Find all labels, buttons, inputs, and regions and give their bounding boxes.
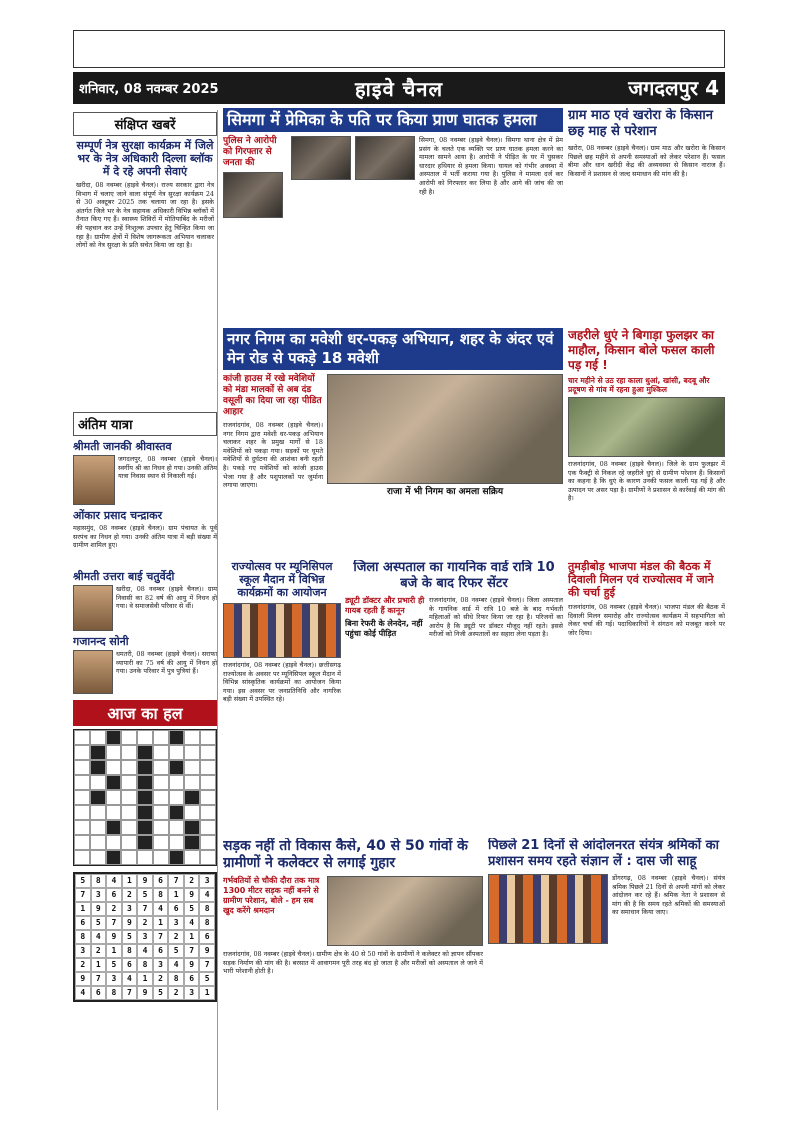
obit-body-3: खरीदा, 08 नवम्बर (हाइवे चैनल)। ग्राम निवासी का 82 वर्ष की आयु में निधन हो गया। वे समाजसेवी परिवार से थीं। bbox=[116, 585, 217, 611]
crossword-cell bbox=[200, 775, 216, 790]
crossword-cell bbox=[200, 790, 216, 805]
crossword-cell bbox=[200, 805, 216, 820]
crossword-cell bbox=[153, 730, 169, 745]
crossword-cell bbox=[169, 745, 185, 760]
story-fulzar-body: राजनांदगांव, 08 नवम्बर (हाइवे चैनल)। जिले के ग्राम फुलझर में एक फैक्ट्री से निकल रहे जहरीले धुएं से ग्रामीण परेशान हैं। किसानों का कहना है कि धुएं के कारण उनकी फसल काली पड़ गई है और उत्पादन पर असर पड़ा है। ग्रामीणों ने प्रशासन से कार्रवाई की मांग की है। bbox=[568, 460, 725, 503]
sudoku-cell: 5 bbox=[75, 874, 91, 888]
story-simga bbox=[223, 108, 563, 358]
sudoku-cell: 3 bbox=[168, 916, 184, 930]
obit-photo-4 bbox=[73, 650, 113, 694]
crossword-cell bbox=[137, 820, 153, 835]
sudoku-cell: 7 bbox=[122, 986, 138, 1000]
sudoku-cell: 3 bbox=[199, 874, 215, 888]
crossword-cell bbox=[121, 835, 137, 850]
sudoku-cell: 5 bbox=[106, 958, 122, 972]
crossword-cell bbox=[137, 775, 153, 790]
crossword-cell bbox=[169, 775, 185, 790]
sudoku-cell: 1 bbox=[91, 958, 107, 972]
obit-body-1: जगदलपुर, 08 नवम्बर (हाइवे चैनल)। स्वर्गीय श्री का निधन हो गया। उनकी अंतिम यात्रा निवास स्थान से निकाली गई। bbox=[118, 455, 217, 481]
story-bjp-headline: तुमड़ीबोड़ भाजपा मंडल की बैठक में दिवाली मिलन एवं राज्योत्सव में जाने की चर्चा हुई bbox=[568, 560, 714, 599]
sudoku-cell: 8 bbox=[168, 972, 184, 986]
crossword-cell bbox=[153, 850, 169, 865]
story-cattle-caption: राजा में भी निगम का अमला सक्रिय bbox=[386, 487, 504, 497]
crossword-cell bbox=[200, 850, 216, 865]
crossword-cell bbox=[74, 790, 90, 805]
sudoku-cell: 9 bbox=[75, 972, 91, 986]
sudoku-cell: 6 bbox=[199, 930, 215, 944]
story-simga-photo-1 bbox=[223, 172, 283, 218]
story-road-photo bbox=[327, 876, 483, 946]
crossword-cell bbox=[106, 730, 122, 745]
crossword-cell bbox=[184, 730, 200, 745]
story-rajyotsav bbox=[223, 560, 341, 830]
crossword-cell bbox=[106, 790, 122, 805]
story-kharora-body: खरोरा, 08 नवम्बर (हाइवे चैनल)। ग्राम माठ और खरोरा के किसान पिछले छह महीने से अपनी समस्याओं को लेकर परेशान हैं। फसल बीमा और धान खरीदी केंद्र की अव्यवस्था से किसान नाराज हैं। किसानों ने प्रशासन से जल्द समाधान की मांग की है। bbox=[568, 144, 725, 178]
sudoku-cell: 5 bbox=[153, 986, 169, 1000]
sudoku-cell: 1 bbox=[75, 902, 91, 916]
sudoku-cell: 3 bbox=[122, 902, 138, 916]
crossword-cell bbox=[153, 790, 169, 805]
story-workers-body: डोंगरगढ़, 08 नवम्बर (हाइवे चैनल)। संयंत्र श्रमिक पिछले 21 दिनों से अपनी मांगों को लेकर आंदोलन कर रहे हैं। श्रमिक नेता ने प्रशासन से मांग की है कि समय रहते श्रमिकों की समस्याओं का समाधान किया जाए। bbox=[612, 874, 725, 917]
story-cattle-subhead: कांजी हाउस में रखे मवेशियों को मंडा मालकों से अब दंड वसूली का दिया जा रहा पीडित आहार bbox=[223, 374, 322, 417]
story-workers bbox=[488, 838, 725, 1113]
city-page: जगदलपुर 4 bbox=[628, 76, 719, 100]
crossword-cell bbox=[90, 745, 106, 760]
crossword-cell bbox=[153, 760, 169, 775]
crossword-cell bbox=[90, 805, 106, 820]
sudoku-cell: 2 bbox=[75, 958, 91, 972]
sudoku-cell: 1 bbox=[184, 930, 200, 944]
story-kharora bbox=[568, 108, 725, 323]
sudoku-cell: 1 bbox=[199, 986, 215, 1000]
story-simga-subhead: पुलिस ने आरोपी को गिरफ्तार से जनता की bbox=[223, 136, 277, 168]
sudoku-cell: 2 bbox=[122, 888, 138, 902]
crossword-cell bbox=[106, 835, 122, 850]
sudoku-cell: 5 bbox=[137, 888, 153, 902]
crossword-cell bbox=[137, 760, 153, 775]
sudoku-cell: 1 bbox=[137, 972, 153, 986]
sudoku-cell: 7 bbox=[106, 916, 122, 930]
top-strip bbox=[73, 30, 725, 68]
sudoku-cell: 7 bbox=[168, 874, 184, 888]
story-bjp-body: राजनांदगांव, 08 नवम्बर (हाइवे चैनल)। भाजपा मंडल की बैठक में दिवाली मिलन समारोह और राज्योत्सव कार्यक्रम में सहभागिता को लेकर चर्चा की गई। पदाधिकारियों ने संगठन को मजबूत करने पर जोर दिया। bbox=[568, 603, 725, 637]
sudoku-cell: 6 bbox=[153, 944, 169, 958]
sudoku-cell: 8 bbox=[199, 916, 215, 930]
story-simga-body: सिमगा, 08 नवम्बर (हाइवे चैनल)। सिमगा थाना क्षेत्र में प्रेम प्रसंग के चलते एक व्यक्ति पर प्राण घातक हमला करने का मामला सामने आया है। आरोपी ने पीड़ित के घर में घुसकर धारदार हथियार से हमला किया। घायल को गंभीर अवस्था में अस्पताल में भर्ती कराया गया है। पुलिस ने मामला दर्ज कर आरोपी को गिरफ्तार कर लिया है और आगे की जांच की जा रही है। bbox=[419, 136, 563, 196]
sudoku-cell: 7 bbox=[199, 958, 215, 972]
crossword-cell bbox=[106, 850, 122, 865]
sudoku-cell: 6 bbox=[184, 972, 200, 986]
obit-name-1: श्रीमती जानकी श्रीवास्तव bbox=[73, 440, 172, 453]
crossword-cell bbox=[90, 820, 106, 835]
sudoku-cell: 5 bbox=[168, 944, 184, 958]
story-cattle bbox=[223, 328, 563, 556]
crossword-cell bbox=[184, 805, 200, 820]
sudoku-cell: 7 bbox=[91, 972, 107, 986]
sudoku-cell: 4 bbox=[199, 888, 215, 902]
story-workers-photo bbox=[488, 874, 608, 944]
crossword-grid bbox=[73, 729, 217, 866]
sudoku-cell: 3 bbox=[106, 972, 122, 986]
crossword-cell bbox=[200, 730, 216, 745]
brief-body: खरीदा, 08 नवम्बर (हाइवे चैनल)। राज्य सरकार द्वारा नेत्र विभाग में चलाए जाने वाला संपूर्ण नेत्र सुरक्षा कार्यक्रम 24 से 30 अक्टूबर 2025 तक चलाया जा रहा है। इसके अंतर्गत जिले भर के नेत्र सहायक अधिकारी विभिन्न ब्लॉकों में तैनात किए गए हैं। स्वास्थ्य शिविरों में मोतियाबिंद के मरीजों की पहचान कर उन्हें निःशुल्क उपचार हेतु चिन्हित किया जा रहा है। ग्रामीण क्षेत्रों में विशेष जागरूकता अभियान चलाकर लोगों को नेत्र सुरक्षा के प्रति सचेत किया जा रहा है। bbox=[76, 181, 214, 250]
sudoku-cell: 9 bbox=[199, 944, 215, 958]
story-road-body: राजनांदगांव, 08 नवम्बर (हाइवे चैनल)। ग्रामीण क्षेत्र के 40 से 50 गांवों के ग्रामीणों ने कलेक्टर को ज्ञापन सौंपकर सड़क निर्माण की मांग की है। बरसात में आवागमन पूरी तरह बंद हो जाता है और मरीजों को अस्पताल ले जाने में भारी परेशानी होती है। bbox=[223, 950, 483, 976]
crossword-cell bbox=[121, 820, 137, 835]
crossword-cell bbox=[184, 835, 200, 850]
story-rajyotsav-body: राजनांदगांव, 08 नवम्बर (हाइवे चैनल)। छत्तीसगढ़ राज्योत्सव के अवसर पर म्यूनिसिपल स्कूल मैदान में विभिन्न सांस्कृतिक कार्यक्रमों का आयोजन किया गया। इस अवसर पर जनप्रतिनिधि और नागरिक बड़ी संख्या में उपस्थित रहे। bbox=[223, 661, 341, 704]
sudoku-cell: 2 bbox=[153, 972, 169, 986]
sudoku-cell: 4 bbox=[75, 986, 91, 1000]
story-fulzar-headline: जहरीले धुएं ने बिगाड़ा फुलझर का माहौल, किसान बोले फसल काली पड़ गई ! bbox=[568, 328, 715, 372]
story-simga-photo-2 bbox=[291, 136, 351, 180]
sudoku-cell: 2 bbox=[137, 916, 153, 930]
sudoku-cell: 3 bbox=[153, 958, 169, 972]
crossword-cell bbox=[184, 760, 200, 775]
obit-name-3: श्रीमती उत्तरा बाई चतुर्वेदी bbox=[73, 570, 175, 583]
sudoku-cell: 7 bbox=[153, 930, 169, 944]
story-road-headline: सड़क नहीं तो विकास कैसे, 40 से 50 गांवों के ग्रामीणों ने कलेक्टर से लगाई गुहार bbox=[223, 838, 468, 871]
crossword-cell bbox=[106, 820, 122, 835]
sudoku-cell: 1 bbox=[122, 874, 138, 888]
crossword-cell bbox=[153, 820, 169, 835]
crossword-cell bbox=[74, 775, 90, 790]
crossword-cell bbox=[169, 820, 185, 835]
sudoku-cell: 4 bbox=[137, 944, 153, 958]
story-bjp bbox=[568, 560, 725, 830]
story-hospital-subhead: ड्यूटी डॉक्टर और प्रभारी ही गायब रहती हैं कानून bbox=[345, 596, 425, 615]
story-fulzar-photo bbox=[568, 397, 725, 457]
crossword-cell bbox=[74, 745, 90, 760]
crossword-cell bbox=[90, 760, 106, 775]
story-workers-headline: पिछले 21 दिनों से आंदोलनरत संयंत्र श्रमिकों का प्रशासन समय रहते संज्ञान लें : दास जी साहू bbox=[488, 838, 719, 869]
sudoku-cell: 4 bbox=[91, 930, 107, 944]
sudoku-cell: 6 bbox=[122, 958, 138, 972]
sudoku-cell: 6 bbox=[168, 902, 184, 916]
sudoku-cell: 9 bbox=[106, 930, 122, 944]
crossword-cell bbox=[90, 730, 106, 745]
sudoku-cell: 4 bbox=[184, 916, 200, 930]
crossword-cell bbox=[121, 730, 137, 745]
crossword-cell bbox=[121, 775, 137, 790]
obit-body-2: महासमुंद, 08 नवम्बर (हाइवे चैनल)। ग्राम पंचायत के पूर्व सरपंच का निधन हो गया। उनकी अंतिम यात्रा में बड़ी संख्या में ग्रामीण शामिल हुए। bbox=[73, 524, 217, 550]
obit-name-4: गजानन्द सोनी bbox=[73, 635, 129, 648]
obit-body-4: धमतरी, 08 नवम्बर (हाइवे चैनल)। सराफा व्यापारी का 75 वर्ष की आयु में निधन हो गया। उनके परिवार में पुत्र पुत्रियां हैं। bbox=[116, 650, 217, 676]
story-hospital-headline: जिला अस्पताल का गायनिक वार्ड रात्रि 10 बजे के बाद रिफर सेंटर bbox=[353, 560, 555, 591]
crossword-cell bbox=[169, 805, 185, 820]
crossword-cell bbox=[106, 760, 122, 775]
crossword-cell bbox=[169, 760, 185, 775]
sudoku-cell: 9 bbox=[137, 874, 153, 888]
crossword-cell bbox=[121, 790, 137, 805]
crossword-cell bbox=[184, 745, 200, 760]
sudoku-cell: 3 bbox=[91, 888, 107, 902]
sudoku-cell: 2 bbox=[184, 874, 200, 888]
sudoku-cell: 8 bbox=[91, 874, 107, 888]
sudoku-cell: 8 bbox=[75, 930, 91, 944]
crossword-cell bbox=[184, 820, 200, 835]
puzzle-head: आज का हल bbox=[73, 700, 217, 726]
story-simga-photo-3 bbox=[355, 136, 415, 180]
sudoku-cell: 2 bbox=[91, 944, 107, 958]
crossword-cell bbox=[137, 850, 153, 865]
sudoku-cell: 3 bbox=[75, 944, 91, 958]
paper-title: हाइवे चैनल bbox=[354, 77, 444, 101]
crossword-cell bbox=[137, 790, 153, 805]
crossword-cell bbox=[74, 805, 90, 820]
brief-headline: सम्पूर्ण नेत्र सुरक्षा कार्यक्रम में जिले भर के नेत्र अधिकारी दिल्ला ब्लॉक में दे रहे अपनी सेवाएं bbox=[76, 139, 214, 178]
crossword-cell bbox=[121, 850, 137, 865]
crossword-cell bbox=[106, 775, 122, 790]
crossword-cell bbox=[153, 775, 169, 790]
obit-photo-1 bbox=[73, 455, 115, 505]
brief-section-head: संक्षिप्त खबरें bbox=[73, 112, 217, 136]
sudoku-cell: 9 bbox=[184, 888, 200, 902]
sudoku-cell: 9 bbox=[91, 902, 107, 916]
crossword-cell bbox=[74, 850, 90, 865]
sudoku-cell: 7 bbox=[75, 888, 91, 902]
crossword-cell bbox=[74, 820, 90, 835]
sudoku-cell: 3 bbox=[184, 986, 200, 1000]
sudoku-cell: 7 bbox=[184, 944, 200, 958]
story-road-subhead: गर्भवतियों से चौकी दौरा तक मात्र 1300 मीटर सड़क नहीं बनने से ग्रामीण परेशान, बोले - हम सब खुद करेंगे श्रमदान bbox=[223, 876, 320, 915]
crossword-cell bbox=[137, 730, 153, 745]
sudoku-cell: 8 bbox=[153, 888, 169, 902]
crossword-cell bbox=[121, 805, 137, 820]
crossword-cell bbox=[90, 850, 106, 865]
sudoku-cell: 2 bbox=[168, 986, 184, 1000]
story-simga-headline: सिमगा में प्रेमिका के पति पर किया प्राण घातक हमला bbox=[223, 108, 563, 132]
crossword-cell bbox=[169, 835, 185, 850]
story-fulzar bbox=[568, 328, 725, 556]
crossword-cell bbox=[106, 805, 122, 820]
story-road bbox=[223, 838, 483, 1113]
crossword-cell bbox=[137, 835, 153, 850]
story-hospital-body: राजनांदगांव, 08 नवम्बर (हाइवे चैनल)। जिला अस्पताल के गायनिक वार्ड में रात्रि 10 बजे के बाद गर्भवती महिलाओं को सीधे रिफर किया जा रहा है। परिजनों का आरोप है कि ड्यूटी पर डॉक्टर मौजूद नहीं रहते। इससे मरीजों को निजी अस्पतालों का सहारा लेना पड़ता है। bbox=[429, 596, 563, 639]
crossword-cell bbox=[200, 820, 216, 835]
sudoku-cell: 5 bbox=[91, 916, 107, 930]
sudoku-cell: 6 bbox=[106, 888, 122, 902]
story-fulzar-subhead: चार महीने से उठ रहा काला धुआं, खांसी, बदबू और प्रदूषण से गांव में रहना हुआ मुश्किल bbox=[568, 376, 710, 394]
obit-name-2: ओंकार प्रसाद चन्द्राकर bbox=[73, 509, 163, 522]
sudoku-cell: 1 bbox=[153, 916, 169, 930]
story-cattle-headline: नगर निगम का मवेशी धर-पकड़ अभियान, शहर के अंदर एवं मेन रोड से पकड़े 18 मवेशी bbox=[223, 328, 563, 370]
crossword-cell bbox=[74, 730, 90, 745]
crossword-cell bbox=[200, 760, 216, 775]
crossword-cell bbox=[184, 790, 200, 805]
sudoku-cell: 8 bbox=[199, 902, 215, 916]
sudoku-cell: 5 bbox=[199, 972, 215, 986]
crossword-cell bbox=[121, 760, 137, 775]
sudoku-cell: 5 bbox=[122, 930, 138, 944]
story-kharora-headline: ग्राम माठ एवं खरोरा के किसान छह माह से परेशान bbox=[568, 108, 713, 139]
crossword-cell bbox=[137, 745, 153, 760]
sudoku-cell: 8 bbox=[137, 958, 153, 972]
sudoku-cell: 2 bbox=[106, 902, 122, 916]
obit-photo-3 bbox=[73, 585, 113, 631]
crossword-cell bbox=[90, 790, 106, 805]
sudoku-cell: 6 bbox=[91, 986, 107, 1000]
sudoku-cell: 7 bbox=[137, 902, 153, 916]
crossword-cell bbox=[184, 850, 200, 865]
crossword-cell bbox=[169, 790, 185, 805]
crossword-cell bbox=[184, 775, 200, 790]
masthead bbox=[73, 72, 725, 104]
sudoku-cell: 4 bbox=[106, 874, 122, 888]
crossword-cell bbox=[74, 835, 90, 850]
story-hospital bbox=[345, 560, 563, 830]
crossword-cell bbox=[106, 745, 122, 760]
crossword-cell bbox=[200, 835, 216, 850]
crossword-cell bbox=[90, 775, 106, 790]
crossword-cell bbox=[121, 745, 137, 760]
sudoku-cell: 4 bbox=[168, 958, 184, 972]
crossword-cell bbox=[137, 805, 153, 820]
sudoku-cell: 9 bbox=[122, 916, 138, 930]
sudoku-cell: 6 bbox=[153, 874, 169, 888]
sudoku-cell: 6 bbox=[75, 916, 91, 930]
sudoku-cell: 9 bbox=[137, 986, 153, 1000]
story-rajyotsav-headline: राज्योत्सव पर म्यूनिसिपल स्कूल मैदान में विभिन्न कार्यक्रमों का आयोजन bbox=[231, 560, 333, 599]
crossword-cell bbox=[74, 760, 90, 775]
sudoku-cell: 4 bbox=[122, 972, 138, 986]
obit-section-head: अंतिम यात्रा bbox=[73, 412, 217, 436]
story-hospital-subhead-2: बिना रेफरी के लेनदेन, नहीं पहुंचा कोई पीड़ित bbox=[345, 619, 423, 638]
issue-date: शनिवार, 08 नवम्बर 2025 bbox=[79, 82, 219, 97]
sudoku-cell: 8 bbox=[106, 986, 122, 1000]
sudoku-cell: 9 bbox=[184, 958, 200, 972]
sudoku-cell: 1 bbox=[168, 888, 184, 902]
left-column bbox=[73, 110, 218, 1110]
sudoku-cell: 5 bbox=[184, 902, 200, 916]
sudoku-cell: 8 bbox=[122, 944, 138, 958]
crossword-cell bbox=[200, 745, 216, 760]
sudoku-cell: 1 bbox=[106, 944, 122, 958]
sudoku-cell: 4 bbox=[153, 902, 169, 916]
sudoku-grid bbox=[73, 872, 217, 1002]
crossword-cell bbox=[169, 850, 185, 865]
story-cattle-body: राजनांदगांव, 08 नवम्बर (हाइवे चैनल)। नगर निगम द्वारा मवेशी धर-पकड़ अभियान चलाकर शहर के प्रमुख मार्गों से 18 मवेशियों को पकड़ा गया। सड़कों पर घूमते मवेशियों से दुर्घटना की आशंका बनी रहती है। पकड़े गए मवेशियों को कांजी हाउस भेजा गया है और पशुपालकों पर जुर्माना लगाया जाएगा। bbox=[223, 421, 323, 490]
story-cattle-photo bbox=[327, 374, 563, 484]
crossword-cell bbox=[153, 805, 169, 820]
crossword-cell bbox=[153, 745, 169, 760]
crossword-cell bbox=[90, 835, 106, 850]
crossword-cell bbox=[153, 835, 169, 850]
sudoku-cell: 3 bbox=[137, 930, 153, 944]
crossword-cell bbox=[169, 730, 185, 745]
sudoku-cell: 2 bbox=[168, 930, 184, 944]
story-rajyotsav-photo bbox=[223, 603, 341, 658]
